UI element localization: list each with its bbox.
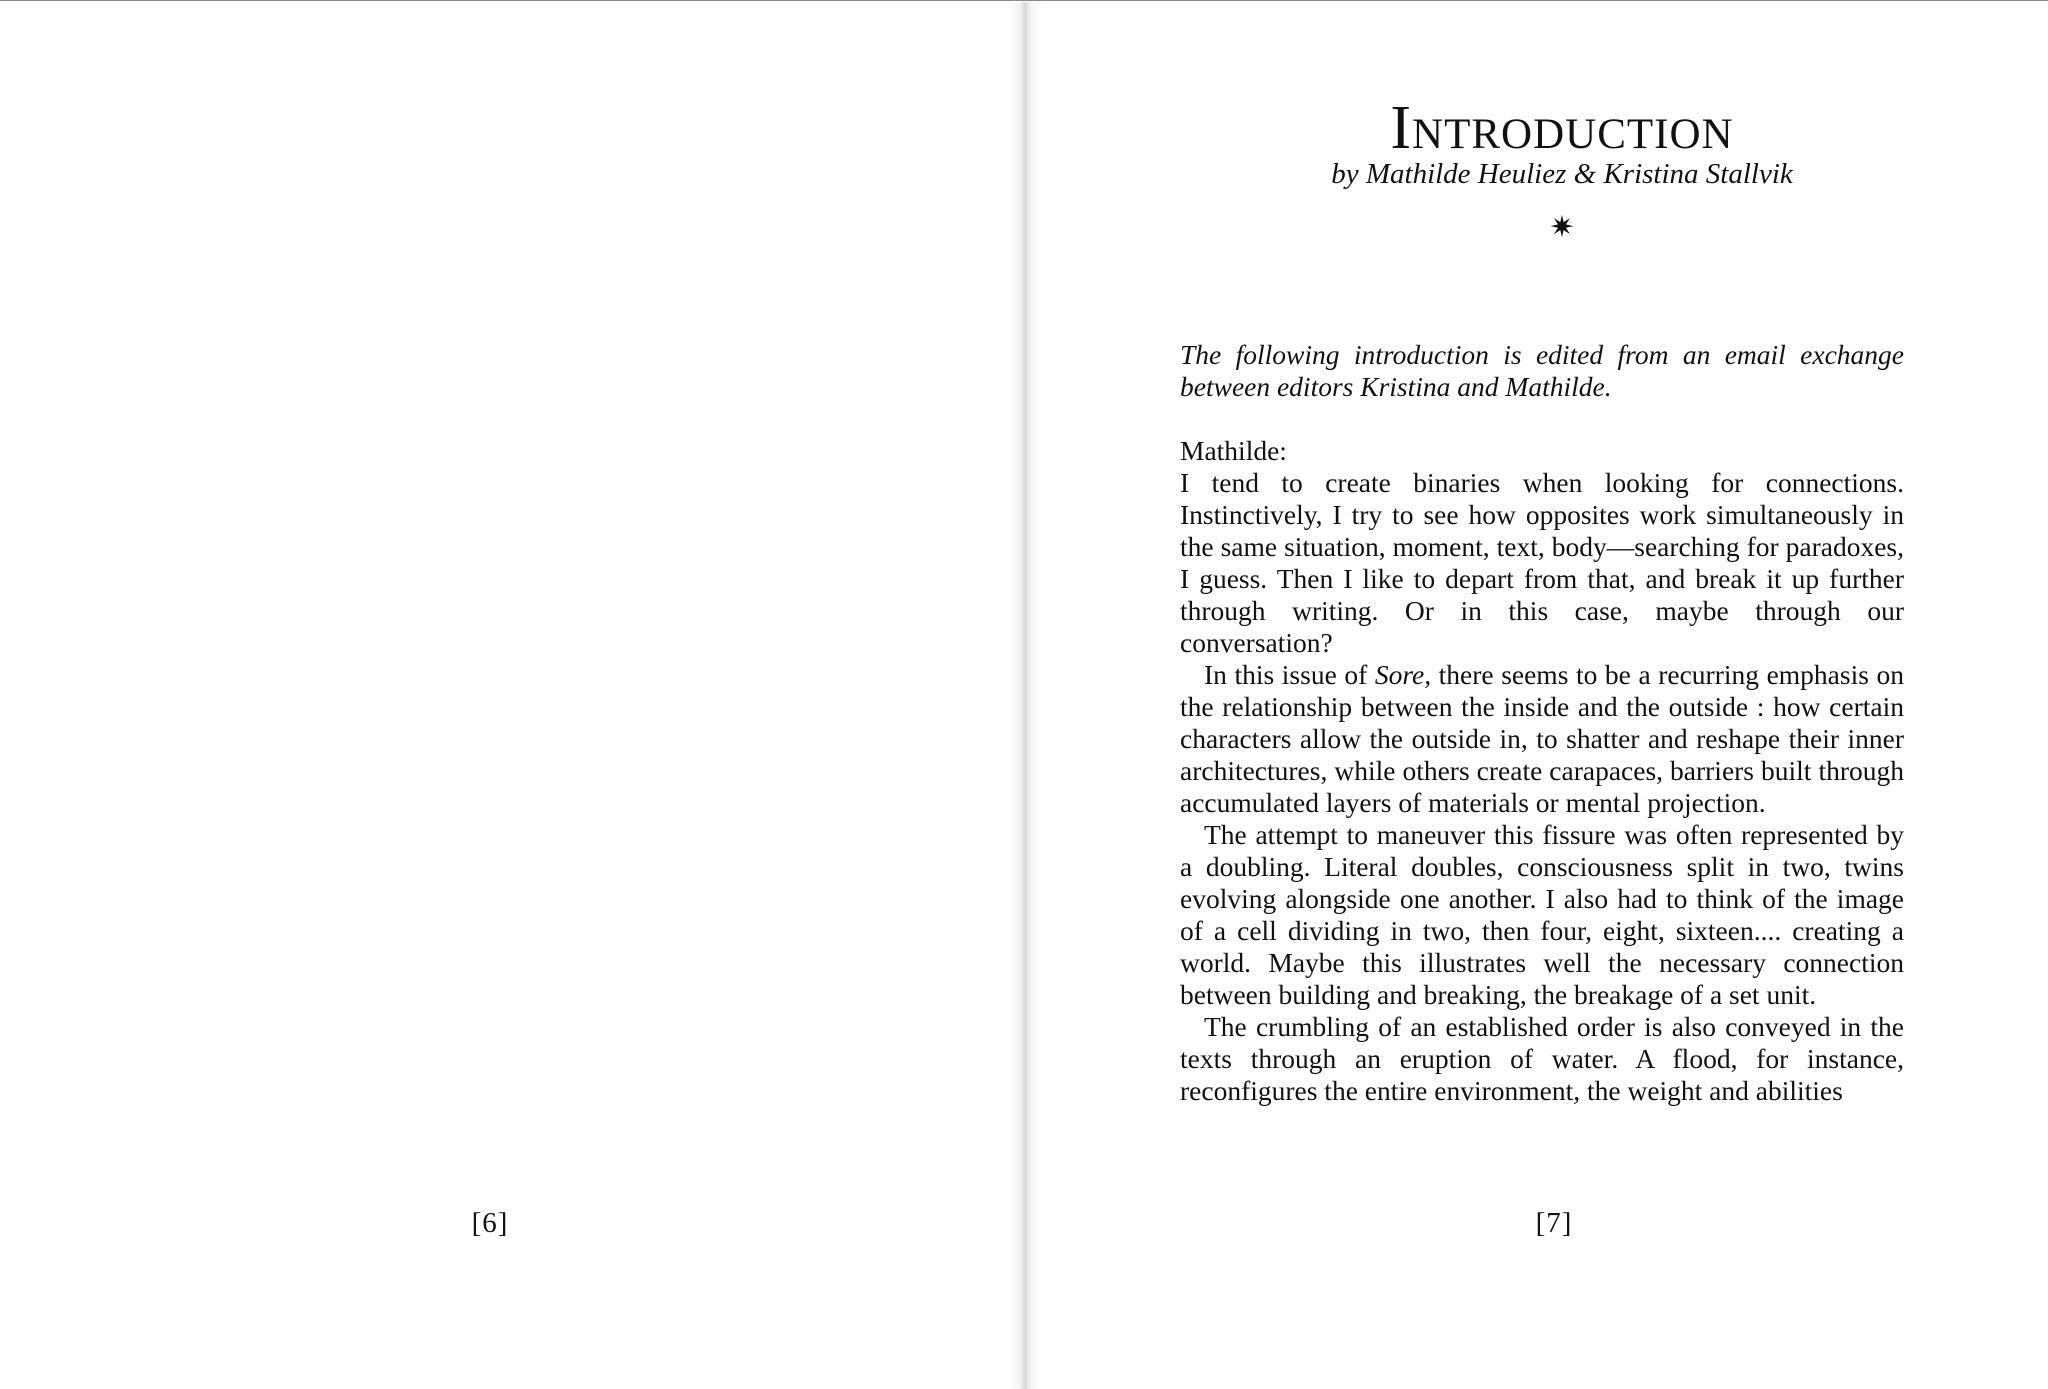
page-number-left: [6] [471, 1207, 509, 1239]
paragraph-2-start: In this issue of [1204, 659, 1375, 690]
speaker-label: Mathilde: [1180, 435, 1287, 466]
body-text [1180, 339, 1904, 1107]
publication-title: Sore, [1374, 659, 1432, 690]
left-page [0, 2, 1021, 1389]
intro-note: The following introduction is edited from an email exchange between editors Kristina and Mathilde. [1180, 339, 1904, 402]
paragraph-2-rest: there seems to be a recurring emphasis on the relationship between the inside and the outside : how certain characters allow the outside in, to shatter and reshape their inner architectures, while others create carapaces, barriers built through accumulated layers of materials or mental projection. [1180, 659, 1904, 818]
paragraph-2 [1180, 659, 1904, 819]
paragraph-3: The attempt to maneuver this fissure was often represented by a doubling. Literal doubles, consciousness split in two, twins evolving alongside one another. I also had to think of the image of a cell dividing in two, then four, eight, sixteen.... creating a world. Maybe this illustrates well the necessary connection between building and breaking, the breakage of a set unit. [1180, 819, 1904, 1010]
right-page [1022, 2, 2048, 1389]
byline: by Mathilde Heuliez & Kristina Stallvik [1331, 158, 1793, 190]
page-number-right: [7] [1535, 1207, 1573, 1239]
paragraph-4: The crumbling of an established order is also conveyed in the texts through an eruption of water. A flood, for instance, reconfigures the entire environment, the weight and abilities [1180, 1011, 1904, 1106]
paragraph-1: I tend to create binaries when looking for connections. Instinctively, I try to see how opposites work simultaneously in the same situation, moment, text, body—searching for paradoxes, I guess. Then I like to depart from that, and break it up further through writing. Or in this case, maybe through our conversation? [1180, 467, 1904, 658]
chapter-title: Introduction [1390, 94, 1734, 162]
asterism-ornament: ✷ [1549, 211, 1575, 244]
